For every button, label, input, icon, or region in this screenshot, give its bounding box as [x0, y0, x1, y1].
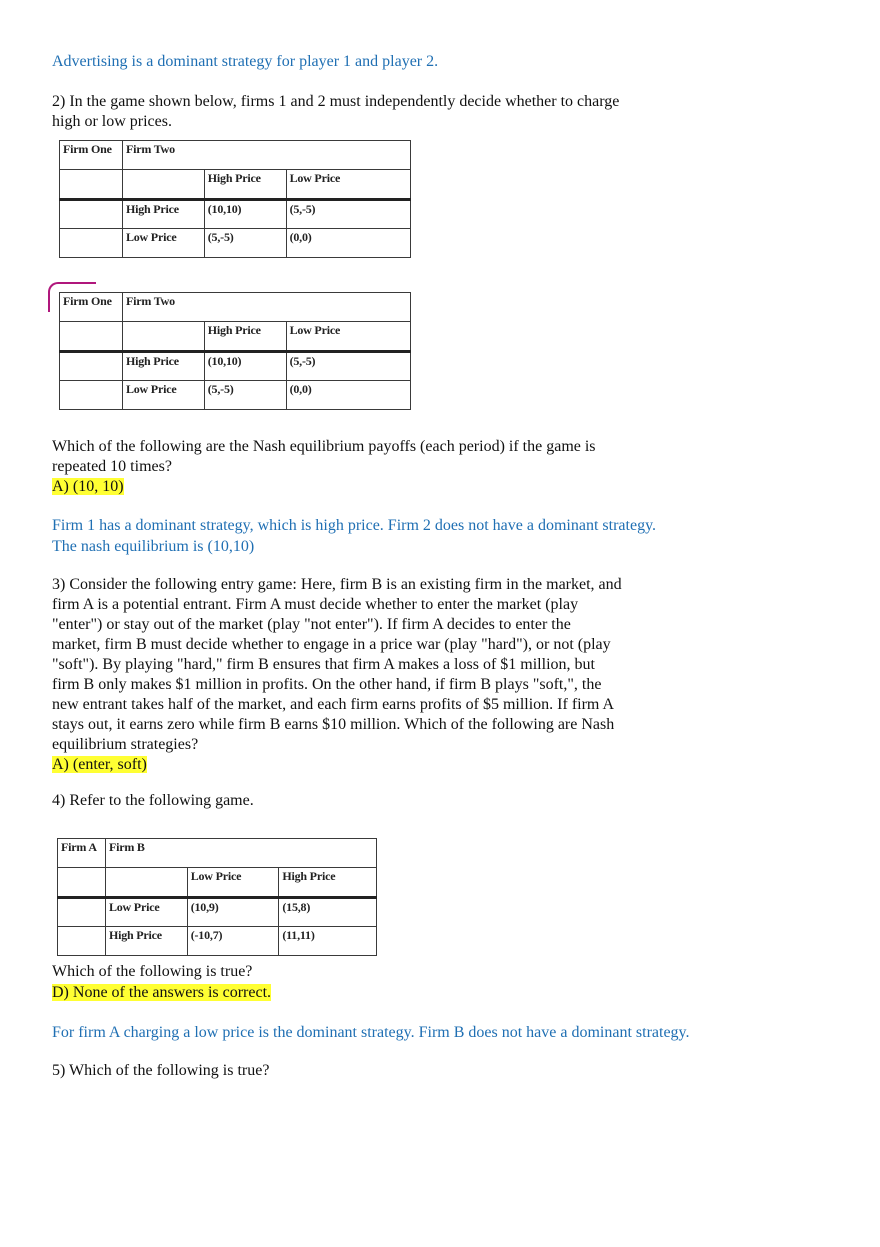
answer-explanation-q2: Firm 1 has a dominant strategy, which is high price. Firm 2 does not have a dominant strategy.: [52, 517, 657, 534]
table-cell: (10,10): [204, 200, 286, 229]
question-3-text: firm B only makes $1 million in profits. On the other hand, if firm B plays "soft,", the: [52, 676, 602, 693]
question-3-text: equilibrium strategies?: [52, 736, 199, 753]
table-cell: Firm Two: [122, 141, 410, 170]
table-cell: [60, 229, 123, 258]
table-cell: [60, 170, 123, 200]
table-cell: Low Price: [122, 381, 204, 410]
payoff-table-2: [59, 292, 411, 410]
question-5-text: 5) Which of the following is true?: [52, 1062, 270, 1079]
table-cell: (10,9): [187, 898, 279, 927]
question-3-text: "enter") or stay out of the market (play "not enter"). If firm A decides to enter the: [52, 616, 571, 633]
question-3-text: stays out, it earns zero while firm B earns $10 million. Which of the following are Nash: [52, 716, 615, 733]
table-cell: [60, 352, 123, 381]
answer-explanation-q2: The nash equilibrium is (10,10): [52, 538, 255, 555]
highlighted-answer: A) (enter, soft): [52, 756, 147, 773]
question-2-prompt: repeated 10 times?: [52, 458, 172, 475]
table-cell: High Price: [105, 927, 187, 956]
question-2-prompt: Which of the following are the Nash equilibrium payoffs (each period) if the game is: [52, 438, 596, 455]
table-cell: High Price: [122, 352, 204, 381]
table-cell: (0,0): [286, 381, 410, 410]
table-cell: Firm One: [60, 141, 123, 170]
table-cell: (11,11): [279, 927, 377, 956]
table-cell: Low Price: [105, 898, 187, 927]
table-cell: (5,-5): [204, 229, 286, 258]
question-4-prompt: Which of the following is true?: [52, 963, 253, 980]
question-4-text: 4) Refer to the following game.: [52, 792, 254, 809]
table-cell: (5,-5): [286, 352, 410, 381]
table-cell: [60, 200, 123, 229]
table-cell: Firm Two: [122, 293, 410, 322]
payoff-table-1: [59, 140, 411, 258]
answer-explanation-q1: Advertising is a dominant strategy for player 1 and player 2.: [52, 53, 439, 70]
question-3-text: market, firm B must decide whether to engage in a price war (play "hard"), or not (play: [52, 636, 611, 653]
table-cell: High Price: [279, 868, 377, 898]
table-cell: Low Price: [122, 229, 204, 258]
table-cell: (0,0): [286, 229, 410, 258]
question-4-answer: [52, 983, 271, 1003]
question-3-text: 3) Consider the following entry game: Here, firm B is an existing firm in the market, and: [52, 576, 622, 593]
table-cell: Firm A: [58, 839, 106, 868]
table-cell: Low Price: [286, 170, 410, 200]
answer-explanation-q4: For firm A charging a low price is the dominant strategy. Firm B does not have a dominant strategy.: [52, 1024, 690, 1041]
highlighted-answer: A) (10, 10): [52, 478, 124, 495]
table-cell: (15,8): [279, 898, 377, 927]
table-cell: Firm One: [60, 293, 123, 322]
table-cell: [60, 322, 123, 352]
table-cell: [105, 868, 187, 898]
table-cell: [58, 927, 106, 956]
question-2-text: 2) In the game shown below, firms 1 and 2 must independently decide whether to charge: [52, 93, 620, 110]
question-3-text: firm A is a potential entrant. Firm A must decide whether to enter the market (play: [52, 596, 579, 613]
payoff-table-3: [57, 838, 377, 956]
question-2-text: high or low prices.: [52, 113, 172, 130]
highlighted-answer: D) None of the answers is correct.: [52, 984, 272, 1001]
table-cell: [122, 170, 204, 200]
table-cell: (5,-5): [286, 200, 410, 229]
table-cell: (10,10): [204, 352, 286, 381]
table-cell: (-10,7): [187, 927, 279, 956]
table-cell: High Price: [204, 170, 286, 200]
table-cell: High Price: [204, 322, 286, 352]
table-cell: [122, 322, 204, 352]
question-3-text: new entrant takes half of the market, and each firm earns profits of $5 million. If firm A: [52, 696, 615, 713]
table-cell: [58, 898, 106, 927]
table-cell: (5,-5): [204, 381, 286, 410]
question-3-text: "soft"). By playing "hard," firm B ensures that firm A makes a loss of $1 million, but: [52, 656, 595, 673]
question-2-answer: [52, 477, 124, 497]
table-cell: Low Price: [286, 322, 410, 352]
table-cell: [60, 381, 123, 410]
table-cell: Firm B: [105, 839, 376, 868]
question-3-answer: [52, 755, 147, 775]
table-cell: Low Price: [187, 868, 279, 898]
table-cell: High Price: [122, 200, 204, 229]
table-cell: [58, 868, 106, 898]
